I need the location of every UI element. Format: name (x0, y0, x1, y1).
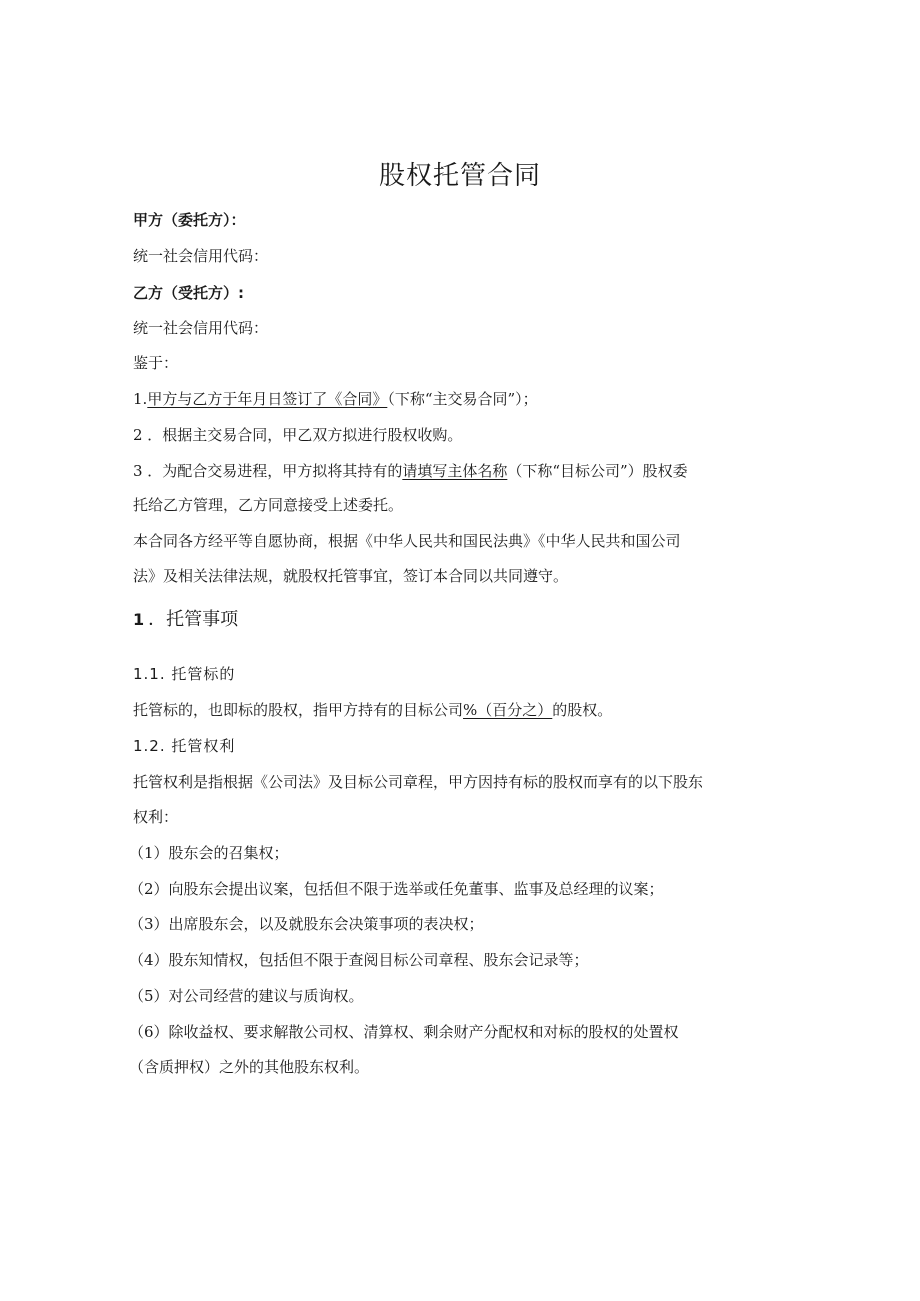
recital-3 (133, 461, 688, 481)
recital-1-number: 1. (133, 390, 148, 408)
whereas-label: 鉴于： (133, 354, 179, 372)
subsection-1-2-heading: 1.2. 托管权利 (133, 737, 236, 755)
recital-1-suffix: （下称“主交易合同”）； (387, 390, 538, 408)
party-a-credit-code: 统一社会信用代码： (133, 247, 269, 265)
subsection-1-1-body (133, 700, 612, 720)
subsection-1-1-suffix: 的股权。 (552, 701, 613, 719)
section-1-title: ．托管事项 (148, 609, 239, 630)
recital-3-line2: 托给乙方管理，乙方同意接受上述委托。 (133, 496, 404, 514)
right-item: （5）对公司经营的建议与质询权。 (129, 987, 364, 1005)
subsection-1-1-prefix: 托管标的，也即标的股权，指甲方持有的目标公司 (133, 701, 464, 719)
subsection-1-1-heading: 1.1. 托管标的 (133, 665, 236, 683)
recital-3-suffix: （下称“目标公司”）股权委 (507, 462, 688, 480)
party-b-label: 乙方（受托方）: (133, 284, 244, 302)
recital-1-underlined: 甲方与乙方于年月日签订了《合同》 (147, 390, 388, 408)
section-1-heading (133, 605, 238, 631)
right-item-continued: （含质押权）之外的其他股东权利。 (129, 1058, 370, 1076)
document-title: 股权托管合同 (378, 161, 541, 191)
right-item: （3）出席股东会，以及就股东会决策事项的表决权； (129, 915, 484, 933)
subsection-1-1-percentage: %（百分之） (463, 701, 553, 719)
preamble-line1: 本合同各方经平等自愿协商，根据《中华人民共和国民法典》《中华人民共和国公司 (133, 532, 681, 550)
party-b-credit-code: 统一社会信用代码： (133, 319, 269, 337)
right-item: （1）股东会的召集权； (129, 844, 289, 862)
right-item: （2）向股东会提出议案，包括但不限于选举或任免董事、监事及总经理的议案； (129, 880, 664, 898)
section-1-number: 1 (133, 610, 145, 629)
party-a-label: 甲方（委托方）： (133, 211, 246, 229)
recital-3-company-name: 请填写主体名称 (402, 462, 508, 480)
right-item: （6）除收益权、要求解散公司权、清算权、剩余财产分配权和对标的股权的处置权 (129, 1023, 679, 1041)
subsection-1-2-line2: 权利： (133, 808, 179, 826)
recital-3-prefix: 3 ．为配合交易进程，甲方拟将其持有的 (133, 462, 403, 480)
recital-1 (133, 389, 538, 409)
recital-2: 2 ．根据主交易合同，甲乙双方拟进行股权收购。 (133, 426, 463, 444)
preamble-line2: 法》及相关法律法规，就股权托管事宜，签订本合同以共同遵守。 (133, 567, 569, 585)
subsection-1-2-line1: 托管权利是指根据《公司法》及目标公司章程，甲方因持有标的股权而享有的以下股东 (133, 773, 704, 791)
right-item: （4）股东知情权，包括但不限于查阅目标公司章程、股东会记录等； (129, 951, 589, 969)
